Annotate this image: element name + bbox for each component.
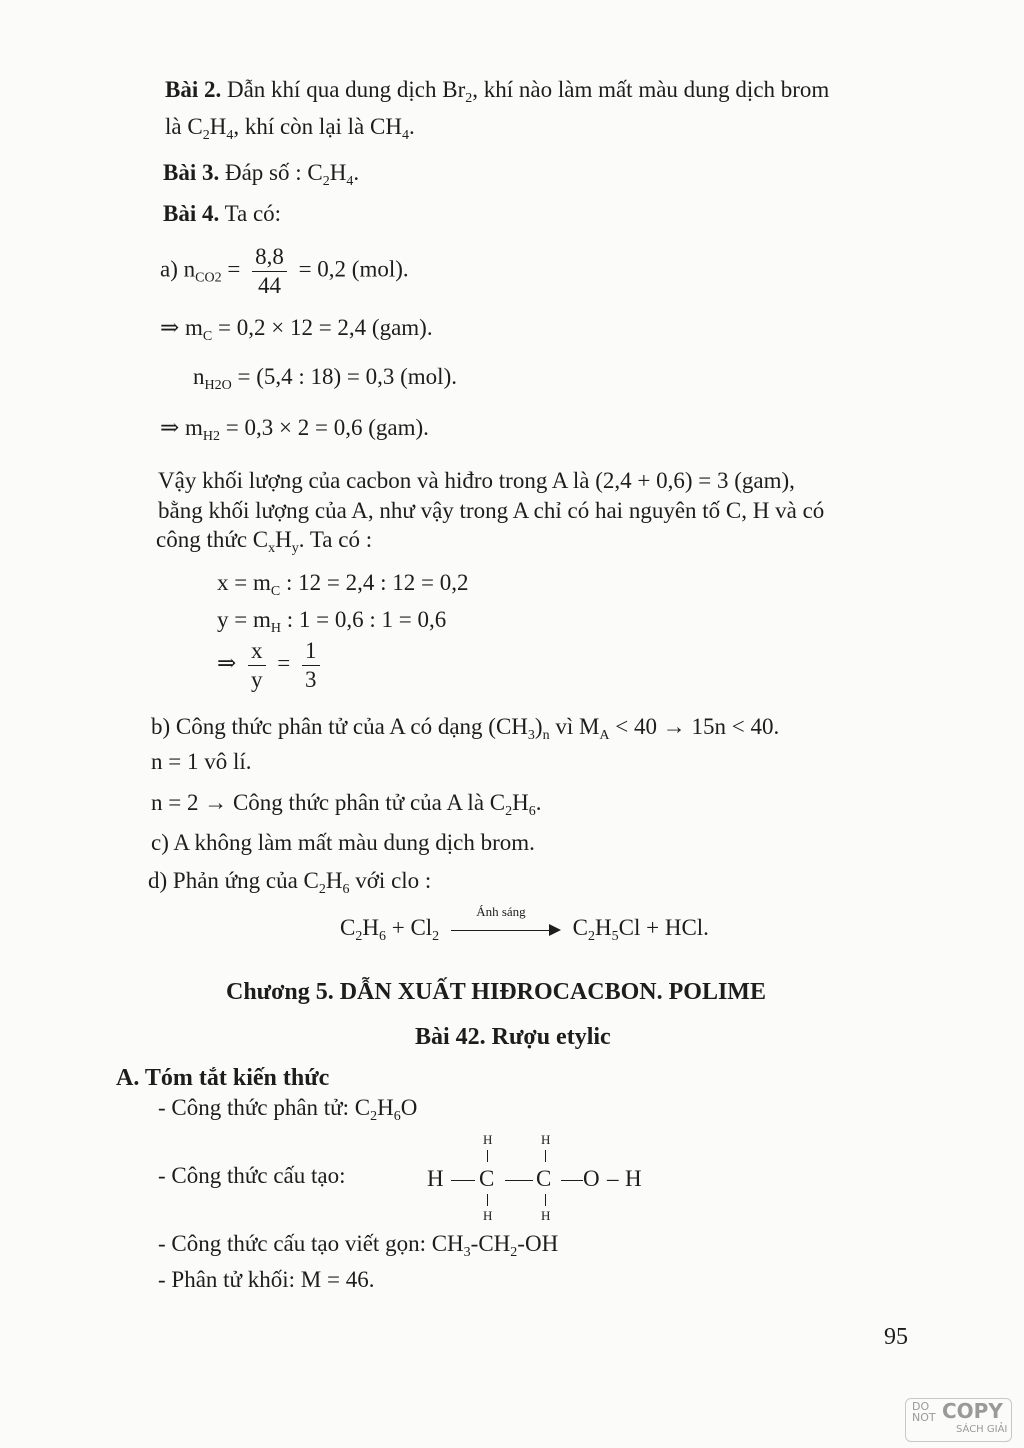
bai4-label: Bài 4. (163, 201, 220, 226)
watermark-stamp: DO NOT COPY SÁCH GIẢI (905, 1398, 1012, 1442)
reaction-arrow-icon (451, 903, 561, 940)
bai2-label: Bài 2. (165, 77, 222, 102)
summary-structural-label: - Công thức cấu tạo: (158, 1163, 346, 1188)
bai4-mh2-line: ⇒ $m_{H2} = 0,3 \times 2 = 0,6$ (gam). (160, 415, 429, 444)
fraction-co2: $\frac{8,8}{44}$ (252, 243, 287, 299)
structure-c-2: C (536, 1166, 552, 1191)
structure-h-top-2: H (541, 1132, 551, 1147)
structure-bond-bottom-1 (487, 1194, 488, 1206)
bai4-n1-line: n = 1 vô lí. (151, 749, 252, 774)
bai4-n2-line: n = 2 → Công thức phân tử của A là $C_2H_6$. (151, 790, 542, 819)
structure-h-right: H (625, 1166, 642, 1191)
page-number: 95 (884, 1324, 908, 1350)
structure-o: O (583, 1166, 600, 1191)
structure-bond-bottom-2 (545, 1194, 546, 1206)
structure-h-left: H (427, 1166, 444, 1191)
fraction-xy: $\frac{x}{y}$ (248, 637, 266, 693)
bai4-c-line: c) A không làm mất màu dung dịch brom. (151, 830, 535, 855)
bai3-label: Bài 3. (163, 160, 220, 185)
structure-bond-1 (451, 1180, 475, 1181)
bai4-ratio-line: ⇒ $\frac{x}{y}$ = $\frac{1}{3}$ (217, 637, 326, 693)
bai4-para-line1: Vậy khối lượng của cacbon và hiđro trong A là (2,4 + 0,6) = 3 (gam), (158, 468, 795, 493)
summary-molecular-formula: - Công thức phân tử: $C_2H_6O$ (158, 1095, 418, 1124)
bai4-para-line2: bằng khối lượng của A, như vậy trong A chỉ có hai nguyên tố C, H và có (158, 498, 825, 523)
bai3-line: Bài 3. Đáp số : $C_2H_4$. (163, 160, 360, 189)
bai2-line1: Bài 2. Dẫn khí qua dung dịch $Br_2$, khí nào làm mất màu dung dịch brom (165, 77, 830, 106)
bai4-line: Bài 4. Ta có: (163, 201, 282, 226)
bai4-y-line: $y = m_H$ : 1 = 0,6 : 1 = 0,6 (217, 607, 447, 636)
structure-h-bottom-1: H (483, 1208, 493, 1223)
chlorination-equation: $C_2H_6 + Cl_2$ Ánh sáng $C_2H_5Cl$ + HCl. (340, 903, 709, 944)
ethanol-structure (425, 1128, 665, 1228)
bai4-b-line: b) Công thức phân tử của A có dạng $(CH_3)_n$ vì $M_A < 40 \to 15n < 40$. (151, 714, 780, 743)
structure-bond-top-1 (487, 1150, 488, 1162)
bai2-line2: là $C_2H_4$, khí còn lại là $CH_4$. (165, 114, 415, 143)
lesson-title: Bài 42. Rượu etylic (415, 1024, 611, 1050)
structure-c-1: C (479, 1166, 495, 1191)
structure-h-bottom-2: H (541, 1208, 551, 1223)
section-heading: A. Tóm tắt kiến thức (116, 1065, 330, 1091)
bai4-nh2o-line: $n_{H2O} = (5,4$ : 18) = 0,3 (mol). (193, 364, 457, 393)
reaction-condition: Ánh sáng (476, 903, 526, 919)
fraction-one-third: $\frac{1}{3}$ (302, 637, 320, 693)
bai4-a-line: a) $n_{CO2}$ = $\frac{8,8}{44}$ = 0,2 (mol). (160, 244, 409, 298)
bai4-x-line: $x = m_C$ : 12 = 2,4 : 12 = 0,2 (217, 570, 469, 599)
summary-molar-mass: - Phân tử khối: M = 46. (158, 1267, 375, 1292)
structure-bond-oh: – (607, 1166, 619, 1191)
chapter-title: Chương 5. DẪN XUẤT HIĐROCACBON. POLIME (226, 979, 766, 1005)
bai4-mc-line: ⇒ $m_C = 0,2 \times 12 = 2,4$ (gam). (160, 315, 433, 344)
bai4-para-line3: công thức $C_xH_y$. Ta có : (156, 527, 373, 556)
structure-h-top-1: H (483, 1132, 493, 1147)
structure-bond-top-2 (545, 1150, 546, 1162)
bai4-d-line: d) Phản ứng của $C_2H_6$ với clo : (148, 868, 432, 897)
structure-bond-2 (505, 1180, 533, 1181)
summary-condensed-formula: - Công thức cấu tạo viết gọn: $CH_3-CH_2-OH$ (158, 1231, 559, 1260)
structure-bond-3 (561, 1180, 583, 1181)
